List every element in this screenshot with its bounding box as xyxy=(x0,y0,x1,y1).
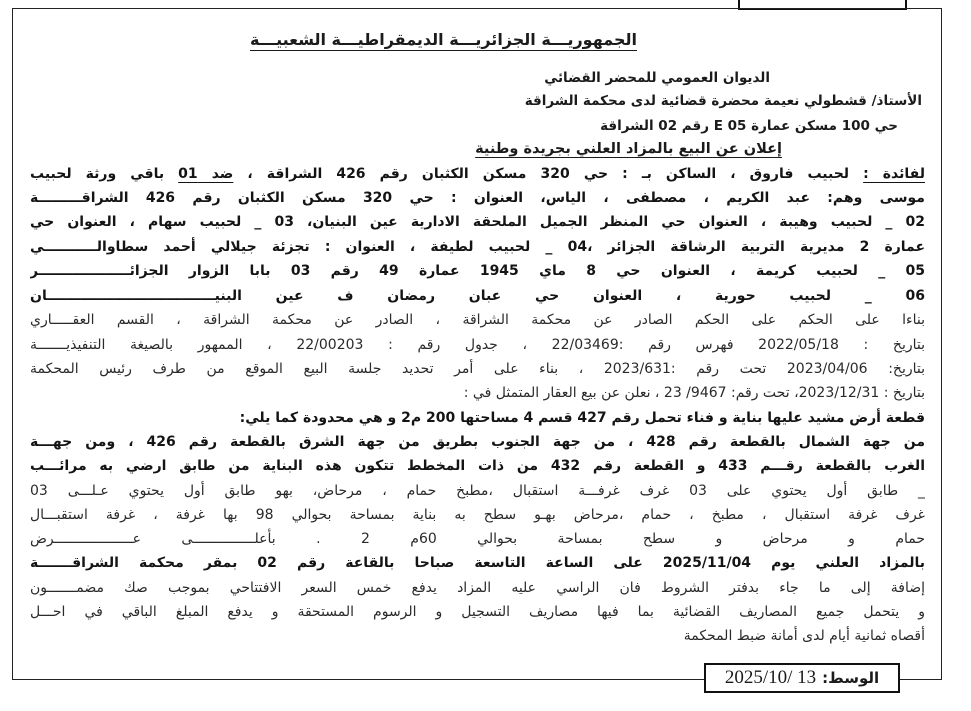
body-line-12: من جهة الشمال بالقطعة رقم 428 ، من جهة الجنوب بطريق من جهة الشرق بالقطعة رقم 426 ، ومن جهـــة xyxy=(30,434,925,450)
body-line-7: بناءا على الحكم على الحكم الصادر عن محكمة الشراقة ، الصادر عن محكمة الشراقة ، القسم العقـــــاري xyxy=(30,312,925,328)
bailiff-name: الأستاذ/ قشطولي نعيمة محضرة قضائية لدى محكمة الشراقة xyxy=(524,93,922,109)
publication-date: 2025/10/ 13 xyxy=(724,667,817,688)
body-line-10: بتاريخ : 2023/12/31، تحت رقم: 9467/ 23 ، نعلن عن بيع العقار المتمثل في : xyxy=(463,385,925,401)
beneficiary-label: لفائدة : xyxy=(863,166,925,182)
body-line-3: 02 _ لحبيب وهيبة ، العنوان حي المنظر الجميل الملحقة الادارية عين البنيان، 03 _ لحبيب سهام ، العنوان حي xyxy=(30,214,925,230)
body-line-8: بتاريخ : 2022/05/18 فهرس رقم :22/03469 ، جدول رقم : 22/00203 ، الممهور بالصيغة التنفيذيـــــــة xyxy=(30,337,925,353)
body-line-18: إضافة إلى ما جاء بدفتر الشروط فان الراسي عليه المزاد يدفع خمس السعر الافتتاحي بموجب صك مضمـــــــون xyxy=(30,580,925,596)
body-line-16: حمام و مرحاض و سطح بمساحة بحوالي 60م 2 . بأعلـــــــــــــــى عـــــــــــــــــــرض xyxy=(30,531,925,547)
body-line-14: _ طابق أول يحتوي على 03 غرف غرفـــة استقبال ،مطبخ حمام ، مرحاض، بهو طابق أول يحتوي عـلـــى 03 xyxy=(30,483,925,499)
body-line-9: بتاريخ: 2023/04/06 تحت رقم :2023/631 ، بناء على أمر تحديد جلسة البيع الموقع من طرف رئيس المحكمة xyxy=(30,361,925,377)
body-line-1 xyxy=(30,162,925,186)
body-line-6: 06 _ لحبيب حورية ، العنوان حي عبان رمضان ف عين البنيـــــــــــــــــــــــــــــــــــان xyxy=(30,288,925,304)
plot-description: مشيد عليها بناية و فناء تحمل رقم 427 قسم 4 مساحتها 200 م2 و هي محدودة كما يلي: xyxy=(239,410,850,426)
body-line-2: موسى وهم: عبد الكريم ، مصطفى ، الياس، العنوان : حي 320 مسكن الكثبان رقم 426 الشراقـــــــــة xyxy=(30,190,925,206)
body-line-4: عمارة 2 مديرية التربية الرشاقة الجزائر ،04 _ لحبيب لطيفة ، العنوان : تجزئة جيلالي أحمد سطاوالـــــــــــي xyxy=(30,239,925,255)
heirs-text: باقي ورثة لحبيب xyxy=(30,166,179,182)
page-title: الجمهوريـــة الجزائريـــة الديمقراطيـــة الشعبيـــة xyxy=(249,30,638,49)
body-line-13: الغرب بالقطعة رقـــم 433 و القطعة رقم 432 من ذات المخطط تتكون هذه البناية من طابق ارضي به مرائـــب xyxy=(30,458,925,474)
body-line-15: غرف غرفة استقبال ، مطبخ ، حمام ،مرحاض بهـو سطح به بناية بمساحة بحوالي 98 بها غرفة ، غرفة استقبـــال xyxy=(30,507,925,523)
plot-lead: قطعة أرض xyxy=(849,410,925,426)
beneficiary-text: لحبيب فاروق ، الساكن بـ : حي 320 مسكن الكثبان رقم 426 الشراقة ، xyxy=(233,166,864,182)
body-line-20: أقصاه ثمانية أيام لدى أمانة ضبط المحكمة xyxy=(683,628,925,644)
office-address: حي 100 مسكن عمارة 05 E رقم 02 الشراقة xyxy=(600,118,898,134)
body-line-5: 05 _ لحبيب كريمة ، العنوان حي 8 ماي 1945 عمارة 49 رقم 03 بابا الزوار الجزائـــــــــــــــــــر xyxy=(30,263,925,279)
publication-stamp xyxy=(704,663,900,693)
against-label: ضد 01 xyxy=(178,166,234,182)
newspaper-name: الوسط: xyxy=(822,669,880,687)
office-name: الديوان العمومي للمحضر القضائي xyxy=(544,70,770,86)
auction-date-line: بالمزاد العلني يوم 2025/11/04 على الساعة التاسعة صباحا بالقاعة رقم 02 بمقر محكمة الشراقـــــــة xyxy=(30,555,925,571)
body-line-19: و يتحمل جميع المصاريف القضائية بما فيها مصاريف التسجيل و الرسوم المستحقة و يدفع المبلغ الباقي في احـــل xyxy=(30,604,925,620)
notice-heading: إعلان عن البيع بالمزاد العلني بجريدة وطنية xyxy=(475,141,782,157)
body-line-11 xyxy=(30,406,925,430)
